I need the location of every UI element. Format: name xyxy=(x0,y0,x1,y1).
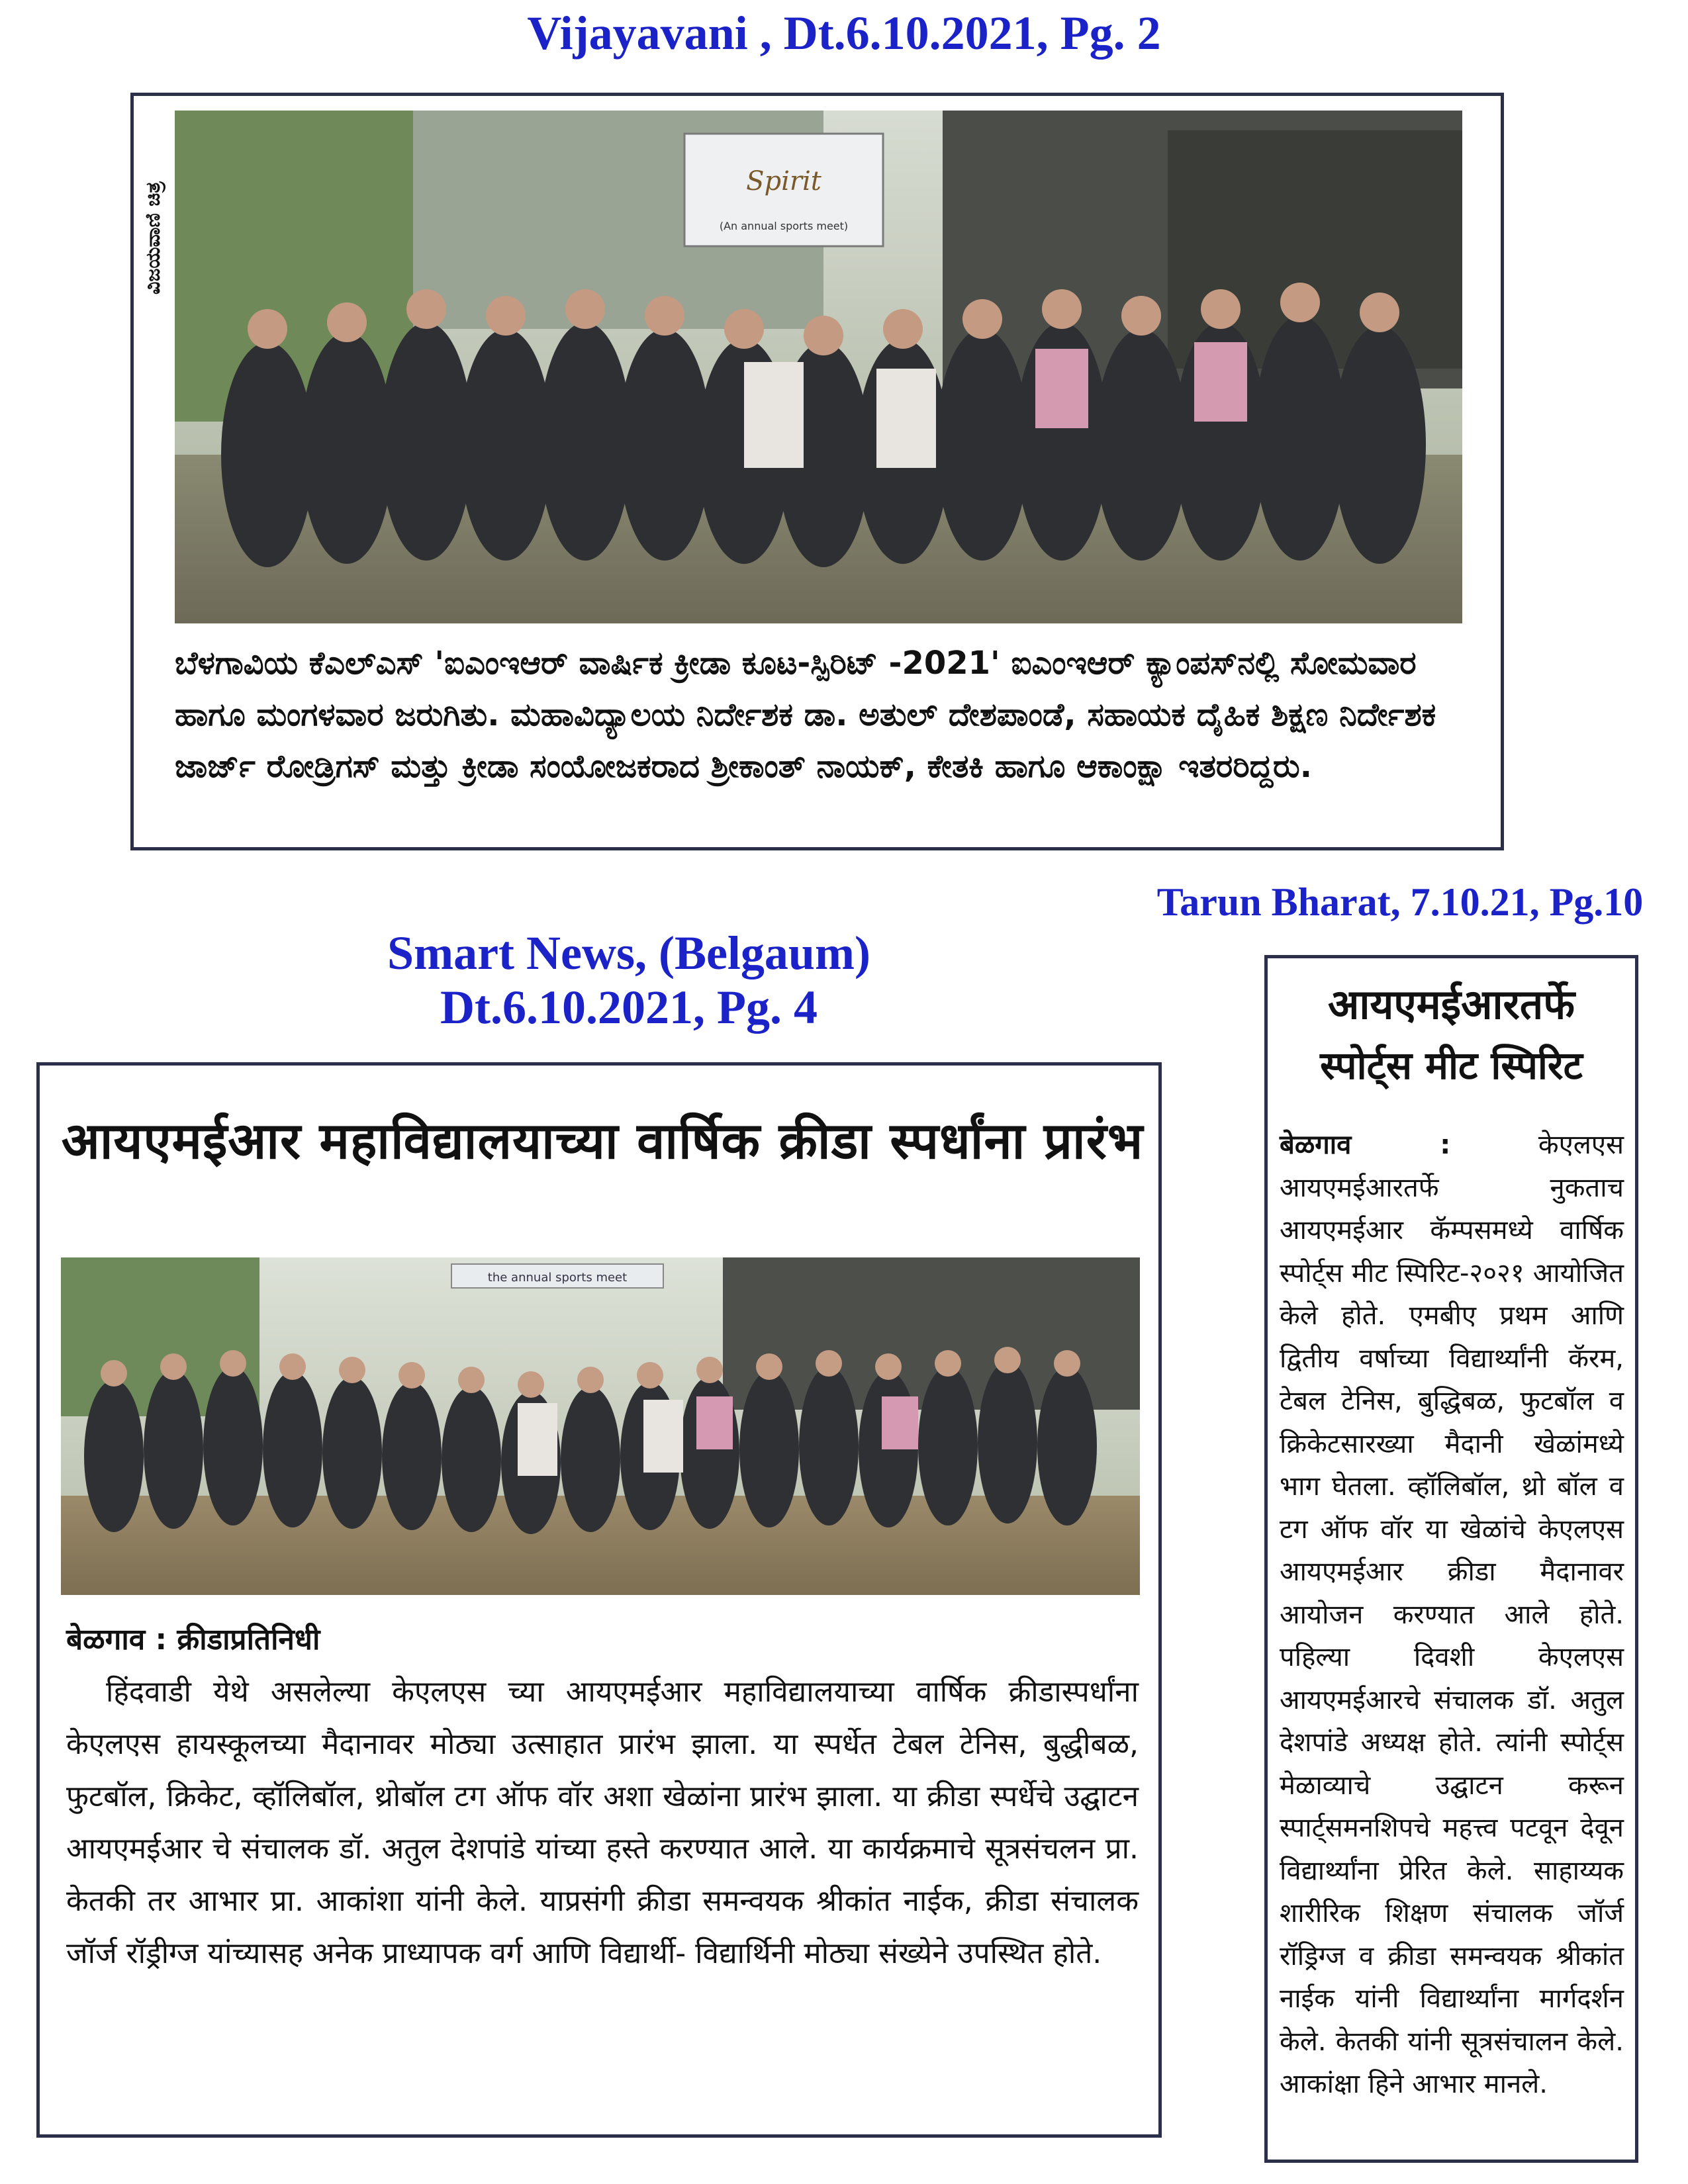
group-photo-illustration xyxy=(175,111,1462,623)
smart-news-clipping xyxy=(36,1062,1162,2138)
tarun-bharat-heading: Tarun Bharat, 7.10.21, Pg.10 xyxy=(1156,880,1644,924)
vijayavani-group-photo xyxy=(175,111,1462,623)
smart-news-body: हिंदवाडी येथे असलेल्या केएलएस च्या आयएमईआर महाविद्यालयाच्या वार्षिक क्रीडास्पर्धांना केएलएस हायस्कूलच्या मैदानावर मोठ्या उत्साहात प्रारंभ झाला. या स्पर्धेत टेबल टेनिस, बुद्धीबळ, फुटबॉल, क्रिकेट, व्हॉलिबॉल, थ्रोबॉल टग ऑफ वॉर अशा खेळांना प्रारंभ झाला. या क्रीडा स्पर्धेचे उद्घाटन आयएमईआर चे संचालक डॉ. अतुल देशपांडे यांच्या हस्ते करण्यात आले. या कार्यक्रमाचे सूत्रसंचलन प्रा. केतकी तर आभार प्रा. आकांशा यांनी केले. याप्रसंगी क्रीडा समन्वयक श्रीकांत नाईक, क्रीडा संचालक जॉर्ज रॉड्रीग्ज यांच्यासह अनेक प्राध्यापक वर्ग आणि विद्यार्थी- विद्यार्थिनी मोठ्या संख्येने उपस्थित होते. xyxy=(66,1675,1139,1970)
smart-news-heading-line2: Dt.6.10.2021, Pg. 4 xyxy=(440,981,818,1034)
smart-news-group-photo xyxy=(61,1257,1140,1595)
photo-banner-spirit: Spirit xyxy=(746,166,821,197)
smart-news-heading-line1: Smart News, (Belgaum) xyxy=(387,927,870,979)
photo-banner-annual-sports-meet: the annual sports meet xyxy=(487,1271,628,1285)
tarun-bharat-body: केएलएस आयएमईआरतर्फे नुकताच आयएमईआर कॅम्पसमध्ये वार्षिक स्पोर्ट्स मीट स्पिरिट-२०२१ आयोजित केले होते. एमबीए प्रथम आणि द्वितीय वर्षाच्या विद्यार्थ्यांनी कॅरम, टेबल टेनिस, बुद्धिबळ, फुटबॉल व क्रिकेटसारख्या मैदानी खेळांमध्ये भाग घेतला. व्हॉलिबॉल, थ्रो बॉल व टग ऑफ वॉर या खेळांचे केएलएस आयएमईआर क्रीडा मैदानावर आयोजन करण्यात आले होते. पहिल्या दिवशी केएलएस आयएमईआरचे संचालक डॉ. अतुल देशपांडे अध्यक्ष होते. त्यांनी स्पोर्ट्स मेळाव्याचे उद्घाटन करून स्पार्ट्समनशिपचे महत्त्व पटवून देवून विद्यार्थ्यांना प्रेरित केले. साहाय्यक शारीरिक शिक्षण संचालक जॉर्ज रॉड्रिग्ज व क्रीडा समन्वयक श्रीकांत नाईक यांनी विद्यार्थ्यांना मार्गदर्शन केले. केतकी यांनी सूत्रसंचालन केले. आकांक्षा हिने आभार मानले. xyxy=(1280,1130,1624,2099)
vijayavani-heading: Vijayavani , Dt.6.10.2021, Pg. 2 xyxy=(527,7,1161,60)
tarun-bharat-dateline: बेळगाव : xyxy=(1280,1130,1451,1160)
tarun-bharat-title-line2: स्पोर्ट्स मीट स्पिरिट xyxy=(1320,1043,1583,1088)
tarun-bharat-clipping xyxy=(1264,955,1638,2163)
vijayavani-clipping xyxy=(130,93,1504,850)
tarun-bharat-title-line1: आयएमईआरतर्फे xyxy=(1328,980,1575,1028)
vijayavani-photo-credit: ವಿಜಯವಾಣಿ ಚಿತ್ರ xyxy=(142,181,165,295)
tarun-bharat-article xyxy=(1280,1124,1624,2106)
photo-banner-subtitle: (An annual sports meet) xyxy=(719,220,849,232)
group-photo-illustration xyxy=(61,1257,1140,1595)
smart-news-dateline: बेळगाव : क्रीडाप्रतिनिधी xyxy=(66,1623,320,1657)
smart-news-title: आयएमईआर महाविद्यालयाच्या वार्षिक क्रीडा स्पर्धांना प्रारंभ xyxy=(61,1111,1144,1170)
vijayavani-caption: ಬೆಳಗಾವಿಯ ಕೆಎಲ್‌ಎಸ್ 'ಐಎಂಇಆರ್ ವಾರ್ಷಿಕ ಕ್ರೀಡಾ ಕೂಟ-ಸ್ಪಿರಿಟ್ -2021' ಐಎಂಇಆರ್ ಕ್ಯಾಂಪಸ್‌ನಲ್ಲಿ ಸೋಮವಾರ ಹಾಗೂ ಮಂಗಳವಾರ ಜರುಗಿತು. ಮಹಾವಿದ್ಯಾಲಯ ನಿರ್ದೇಶಕ ಡಾ. ಅತುಲ್ ದೇಶಪಾಂಡೆ, ಸಹಾಯಕ ದೈಹಿಕ ಶಿಕ್ಷಣ ನಿರ್ದೇಶಕ ಜಾರ್ಜ್ ರೋಡ್ರಿಗಸ್ ಮತ್ತು ಕ್ರೀಡಾ ಸಂಯೋಜಕರಾದ ಶ್ರೀಕಾಂತ್ ನಾಯಕ್, ಕೇತಕಿ ಹಾಗೂ ಆಕಾಂಕ್ಷಾ ಇತರರಿದ್ದರು. xyxy=(175,645,1436,785)
smart-news-article xyxy=(66,1614,1139,1979)
